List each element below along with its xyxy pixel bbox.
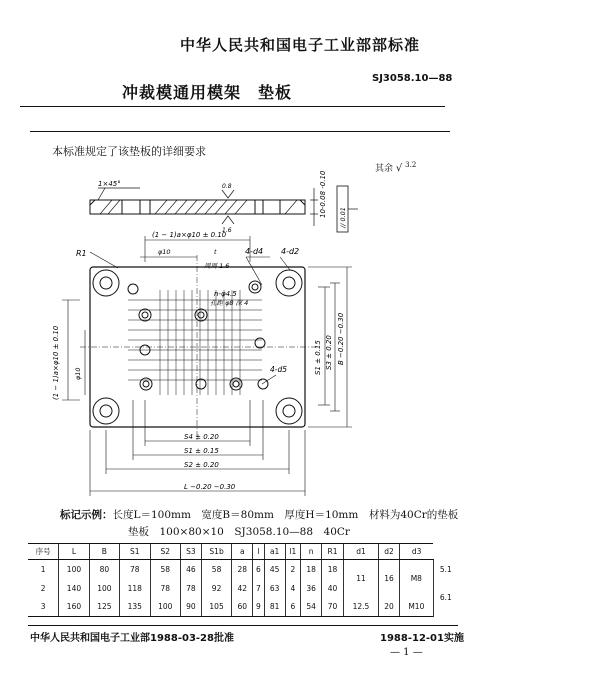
corner-hole	[276, 270, 302, 296]
dim-s1b: S1 ± 0.15	[184, 447, 219, 455]
spec-table	[28, 543, 458, 617]
table-row	[28, 598, 458, 617]
table-header: S3	[180, 544, 201, 560]
table-cell: 12.5	[343, 598, 378, 617]
chamfer-line	[90, 200, 95, 205]
table-cell: 81	[264, 598, 285, 617]
table-cell: 70	[322, 598, 344, 617]
dim-phi10: φ10	[158, 248, 171, 256]
table-cell: M8	[399, 560, 433, 598]
table-cell: 42	[232, 579, 253, 598]
table-cell: 58	[201, 560, 231, 579]
table-cell	[322, 560, 344, 579]
table-cell: 54	[301, 598, 322, 617]
table-header: B	[89, 544, 119, 560]
roughness-prefix: 其余	[375, 164, 394, 174]
table-header: a	[232, 544, 253, 560]
table-cell: 2	[285, 560, 301, 579]
table-header: L	[59, 544, 89, 560]
example-label: 标记示例：	[60, 509, 113, 521]
table-cell-text: 18	[327, 564, 338, 574]
roughness-0-8: 0.8	[222, 183, 232, 190]
page-number: — 1 —	[390, 647, 423, 658]
table-cell: 18	[301, 560, 322, 579]
corner-hole	[93, 270, 119, 296]
table-cell: 5.1	[433, 560, 458, 579]
roughness-1-6: 1.6	[222, 227, 232, 234]
table-header: R1	[322, 544, 344, 560]
table-cell: 90	[180, 598, 201, 617]
table-cell: 100	[89, 579, 119, 598]
dim-4d2: 4-d2	[281, 247, 300, 256]
dim-l: L −0.20 −0.30	[184, 483, 236, 491]
dim-s4: S4 ± 0.20	[184, 433, 219, 441]
table-cell: M10	[399, 598, 433, 617]
table-cell: 58	[150, 560, 180, 579]
table-cell: 9	[253, 598, 264, 617]
dim-holes2: 孔距 φ8 深 4	[210, 299, 249, 307]
table-header-row	[28, 544, 458, 560]
table-row	[28, 560, 458, 579]
footer-effective: 1988-12-01实施	[380, 633, 464, 644]
table-header: n	[301, 544, 322, 560]
table-cell: 78	[120, 560, 150, 579]
example-line-1	[60, 507, 458, 522]
standard-code: SJ3058.10—88	[372, 73, 453, 84]
table-header: 序号	[28, 544, 59, 560]
example-line-2: 垫板 100×80×10 SJ3058.10—88 40Cr	[128, 526, 350, 538]
table-cell: 36	[301, 579, 322, 598]
table-cell: 92	[201, 579, 231, 598]
dim-s2: S2 ± 0.20	[184, 461, 219, 469]
table-header: l1	[285, 544, 301, 560]
corner-hole	[93, 398, 119, 424]
table-header: d1	[343, 544, 378, 560]
dim-s3: S3 ± 0.20	[325, 335, 333, 370]
dim-4d5: 4-d5	[270, 365, 288, 374]
table-cell: 20	[379, 598, 400, 617]
dim-phi10-left: φ10	[74, 367, 82, 380]
table-cell: 6	[253, 560, 264, 579]
table-header: S2	[150, 544, 180, 560]
table-cell: 6.1	[433, 579, 458, 617]
table-cell: 135	[120, 598, 150, 617]
parallel-tol: // 0.01	[339, 207, 347, 228]
table-cell: 6	[285, 598, 301, 617]
table-cell: 4	[285, 579, 301, 598]
corner-hole	[276, 398, 302, 424]
table-cell: 78	[180, 579, 201, 598]
table-cell: 78	[150, 579, 180, 598]
table-header: S1b	[201, 544, 231, 560]
table-cell: 1	[40, 564, 46, 574]
table-cell: 105	[201, 598, 231, 617]
table-cell: 11	[343, 560, 378, 598]
table-cell: 28	[232, 560, 253, 579]
table-header: S1	[120, 544, 150, 560]
footer-approval: 中华人民共和国电子工业部1988-03-28批准	[30, 633, 234, 644]
roughness-check-icon: √	[395, 163, 403, 174]
dim-ax-top: (1 − 1)a×φ10 ± 0.10	[152, 231, 227, 239]
table-cell: 63	[264, 579, 285, 598]
table-header: d2	[379, 544, 400, 560]
chamfer-label: 1×45°	[98, 180, 121, 188]
table-header: l	[253, 544, 264, 560]
standard-org-header: 中华人民共和国电子工业部部标准	[179, 36, 420, 54]
intro-text: 本标准规定了该垫板的详细要求	[52, 145, 206, 158]
footer-rule	[28, 625, 458, 626]
table-cell: 7	[253, 579, 264, 598]
table-cell: 2	[40, 583, 46, 593]
table-cell: 3	[28, 598, 59, 617]
table-cell: 125	[89, 598, 119, 617]
table-cell: 100	[150, 598, 180, 617]
roughness-value: 3.2	[405, 161, 417, 169]
dim-ax-left: (1 − 1)a×φ10 ± 0.10	[52, 325, 60, 400]
table-cell: 100	[59, 560, 89, 579]
table-cell: 16	[379, 560, 400, 598]
table-header: a1	[264, 544, 285, 560]
dim-t: t	[214, 248, 217, 256]
dim-s1: S1 ± 0.15	[314, 340, 322, 375]
page-title: 冲裁模通用模架 垫板	[122, 83, 293, 102]
table-header: d3	[399, 544, 433, 560]
table-cell: 40	[322, 579, 344, 598]
thickness-dim: 10-0.08 -0.10	[319, 170, 327, 218]
dim-holes: n-φ4.5	[214, 290, 237, 298]
example-text-1: 长度L＝100mm 宽度B＝80mm 厚度H＝10mm 材料为40Cr的垫板	[112, 509, 459, 521]
table-cell: 160	[59, 598, 89, 617]
table-cell: 60	[232, 598, 253, 617]
rough-circle: 周周 1.6	[204, 262, 230, 270]
table-cell: 45	[264, 560, 285, 579]
dim-4d4: 4-d4	[245, 247, 264, 256]
section-hatch	[100, 200, 297, 214]
table-cell: 140	[59, 579, 89, 598]
dim-r1: R1	[76, 249, 87, 258]
table-cell: 118	[120, 579, 150, 598]
table-cell: 80	[89, 560, 119, 579]
table-cell: 46	[180, 560, 201, 579]
dim-b: B −0.20 −0.30	[337, 312, 345, 365]
